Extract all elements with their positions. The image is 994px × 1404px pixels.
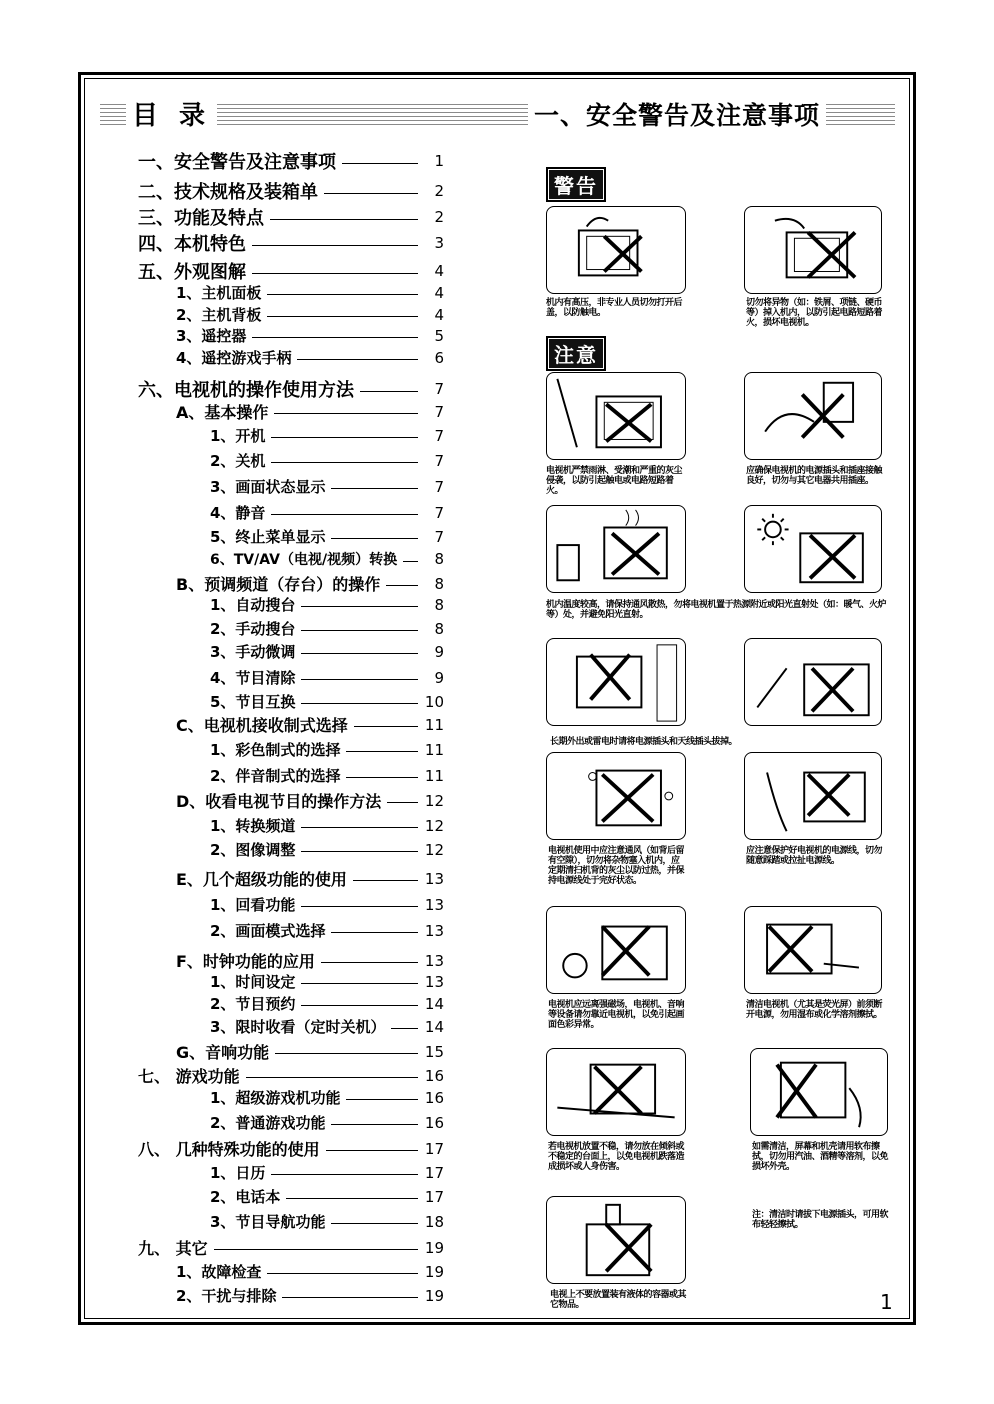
toc-entry-label: 2、干扰与排除	[176, 1287, 277, 1305]
toc-entry-label: 2、图像调整	[210, 841, 296, 859]
caution-illustration-unstable	[546, 1048, 686, 1136]
toc-entry	[210, 641, 444, 662]
toc-entry	[210, 1186, 444, 1207]
toc-entry	[210, 739, 444, 760]
toc-entry-label: 1、自动搜台	[210, 596, 296, 614]
toc-entry-label: 2、普通游戏功能	[210, 1114, 326, 1132]
toc-entry-page: 4	[434, 305, 444, 324]
toc-entry-label: 4、节目清除	[210, 669, 296, 687]
toc-entry-label: 1、彩色制式的选择	[210, 741, 341, 759]
caption-c4: 长期外出或雷电时请将电源插头和天线插头拔掉。	[550, 737, 738, 747]
toc-entry-label: 3、手动微调	[210, 643, 296, 661]
toc-leader-line	[301, 1005, 418, 1006]
toc-entry-label: 1、故障检查	[176, 1263, 262, 1281]
toc-entry-page: 19	[424, 1286, 444, 1305]
toc-entry-label: 八、 几种特殊功能的使用	[138, 1140, 320, 1159]
toc-entry-label: 3、限时收看（定时关机）	[210, 1018, 386, 1036]
toc-leader-line	[353, 880, 418, 881]
toc-leader-line	[403, 561, 418, 562]
toc-entry-page: 13	[424, 895, 444, 914]
caution-illustration-outlet	[744, 372, 882, 460]
toc-entry-page: 13	[424, 869, 444, 888]
toc-leader-line	[326, 1150, 418, 1151]
toc-entry	[138, 376, 444, 402]
toc-entry-page: 15	[424, 1042, 444, 1061]
caution-illustration-back-cover	[750, 1048, 888, 1136]
toc-entry	[138, 204, 444, 230]
toc-entry	[210, 502, 444, 523]
toc-entry	[210, 526, 444, 547]
toc-entry	[176, 1261, 444, 1282]
toc-entry-label: 2、电话本	[210, 1188, 281, 1206]
toc-leader-line	[286, 1198, 418, 1199]
toc-entry	[138, 1064, 444, 1087]
toc-entry-label: D、收看电视节目的操作方法	[176, 792, 382, 811]
toc-entry	[176, 1040, 444, 1063]
toc-entry-page: 7	[434, 477, 444, 496]
toc-entry	[176, 1285, 444, 1306]
toc-entry	[210, 815, 444, 836]
toc-entry	[176, 347, 444, 368]
toc-entry-page: 13	[424, 972, 444, 991]
toc-leader-line	[301, 827, 418, 828]
toc-entry	[176, 949, 444, 972]
toc-entry	[176, 713, 444, 736]
toc-entry-label: 九、 其它	[138, 1239, 208, 1258]
toc-entry	[210, 1016, 444, 1037]
toc-entry-page: 4	[434, 283, 444, 302]
toc-entry-page: 13	[424, 951, 444, 970]
toc-title: 目 录	[126, 100, 217, 132]
toc-entry	[210, 894, 444, 915]
toc-leader-line	[282, 1297, 418, 1298]
toc-leader-line	[301, 703, 418, 704]
caption-c10: 如需清洁，屏幕和机壳请用软布擦拭，切勿用汽油、酒精等溶剂，以免损坏外壳。	[752, 1142, 889, 1172]
toc-entry-page: 8	[434, 574, 444, 593]
toc-entry-label: 4、静音	[210, 504, 266, 522]
toc-entry	[210, 920, 444, 941]
toc-entry-page: 14	[424, 1017, 444, 1036]
toc-leader-line	[331, 932, 418, 933]
caption-w1: 机内有高压，非专业人员切勿打开后盖，以防触电。	[546, 298, 683, 318]
toc-leader-line	[267, 1273, 418, 1274]
toc-entry-page: 10	[424, 692, 444, 711]
toc-entry	[210, 1112, 444, 1133]
toc-entry-page: 12	[424, 791, 444, 810]
toc-entry-page: 17	[424, 1139, 444, 1158]
toc-entry	[210, 450, 444, 471]
caption-c11: 电视上不要放置装有液体的容器或其它物品。	[550, 1290, 687, 1310]
toc-entry	[176, 789, 444, 812]
toc-entry-label: 1、超级游戏机功能	[210, 1089, 341, 1107]
toc-entry-page: 16	[424, 1088, 444, 1107]
toc-leader-line	[301, 851, 418, 852]
toc-leader-line	[301, 679, 418, 680]
toc-leader-line	[346, 1099, 418, 1100]
toc-entry-label: G、音响功能	[176, 1043, 270, 1062]
toc-entry-label: 1、日历	[210, 1164, 266, 1182]
toc-leader-line	[331, 1124, 418, 1125]
toc-entry	[176, 867, 444, 890]
toc-entry-label: 1、转换频道	[210, 817, 296, 835]
caption-c7: 电视机应远离强磁场，电视机、音响等设备请勿靠近电视机，以免引起画面色彩异常。	[548, 1000, 685, 1030]
caution-illustration-magnetic	[546, 906, 686, 994]
toc-leader-line	[342, 163, 418, 164]
toc-entry	[176, 304, 444, 325]
toc-entry-label: 4、遥控游戏手柄	[176, 349, 292, 367]
toc-entry-page: 7	[434, 527, 444, 546]
toc-entry-label: E、几个超级功能的使用	[176, 870, 347, 889]
caution-illustration-antenna-lightning	[546, 638, 686, 726]
toc-entry	[176, 282, 444, 303]
toc-leader-line	[360, 391, 418, 392]
toc-entry-page: 12	[424, 840, 444, 859]
toc-entry-page: 8	[434, 619, 444, 638]
toc-entry-label: 2、主机背板	[176, 306, 262, 324]
toc-entry-label: 2、手动搜台	[210, 620, 296, 638]
toc-entry-label: 1、主机面板	[176, 284, 262, 302]
caption-c9: 若电视机放置不稳，请勿放在倾斜或不稳定的台面上，以免电视机跌落造成损坏或人身伤害。	[548, 1142, 685, 1172]
caption-note: 注：清洁时请拔下电源插头，可用软布轻轻擦拭。	[752, 1210, 889, 1230]
toc-leader-line	[301, 653, 418, 654]
toc-entry-page: 13	[424, 921, 444, 940]
toc-entry	[210, 993, 444, 1014]
toc-entry	[210, 691, 444, 712]
toc-entry-page: 2	[434, 208, 444, 226]
toc-entry	[210, 971, 444, 992]
toc-entry-page: 11	[424, 740, 444, 759]
caution-illustration-cleaning	[744, 906, 882, 994]
toc-entry-label: 二、技术规格及装箱单	[138, 182, 318, 203]
toc-entry-page: 9	[434, 668, 444, 687]
toc-entry	[210, 476, 444, 497]
toc-entry-label: 1、时间设定	[210, 973, 296, 991]
toc-entry-page: 16	[424, 1113, 444, 1132]
toc-entry-page: 19	[424, 1262, 444, 1281]
toc-entry	[210, 1211, 444, 1232]
warning-badge: 警告	[546, 167, 606, 202]
toc-leader-line	[271, 514, 418, 515]
safety-title: 一、安全警告及注意事项	[528, 100, 826, 132]
warning-illustration-high-voltage	[546, 206, 686, 294]
caution-illustration-ventilation	[546, 752, 686, 840]
toc-entry	[210, 839, 444, 860]
toc-leader-line	[275, 1053, 418, 1054]
toc-leader-line	[354, 726, 418, 727]
toc-leader-line	[331, 488, 418, 489]
toc-leader-line	[331, 538, 418, 539]
toc-entry-page: 17	[424, 1163, 444, 1182]
toc-leader-line	[321, 962, 418, 963]
toc-leader-line	[387, 802, 418, 803]
toc-leader-line	[252, 245, 418, 246]
caption-c6: 应注意保护好电视机的电源线，切勿随意踩踏或拉扯电源线。	[746, 846, 883, 866]
toc-entry	[210, 1087, 444, 1108]
toc-entry	[138, 1137, 444, 1160]
caption-c3: 机内温度较高，请保持通风散热，勿将电视机置于热源附近或阳光直射处（如：暖气、火炉等）处，并避免阳光直射。	[546, 600, 887, 620]
toc-entry-page: 9	[434, 642, 444, 661]
toc-leader-line	[346, 777, 418, 778]
toc-leader-line	[267, 316, 418, 317]
toc-leader-line	[270, 219, 418, 220]
toc-entry-page: 6	[434, 348, 444, 367]
toc-entry-page: 2	[434, 182, 444, 200]
toc-entry	[176, 400, 444, 423]
toc-entry-page: 7	[434, 451, 444, 470]
caption-c5: 电视机使用中应注意通风（如背后留有空隙），切勿将杂物塞入机内，应定期清扫机背的灰尘以防过热，并保持电源线处于完好状态。	[548, 846, 685, 886]
caption-c1: 电视机严禁雨淋、受潮和严重的灰尘侵袭，以防引起触电或电路短路着火。	[546, 466, 683, 496]
toc-entry-page: 7	[434, 426, 444, 445]
toc-entry	[210, 549, 444, 569]
toc-entry	[176, 572, 444, 595]
toc-leader-line	[246, 1077, 418, 1078]
warning-illustration-foreign-objects	[744, 206, 882, 294]
toc-entry-label: 2、伴音制式的选择	[210, 767, 341, 785]
toc-entry-label: 5、节目互换	[210, 693, 296, 711]
toc-entry	[138, 230, 444, 256]
toc-entry	[138, 148, 444, 174]
caption-w2: 切勿将异物（如：铁屑、项链、硬币等）掉入机内，以防引起电路短路着火，损坏电视机。	[746, 298, 883, 328]
caution-illustration-rain	[546, 372, 686, 460]
toc-entry-page: 12	[424, 816, 444, 835]
caution-illustration-liquid	[546, 1196, 686, 1284]
caution-illustration-unplug	[744, 638, 882, 726]
toc-leader-line	[301, 630, 418, 631]
toc-leader-line	[346, 751, 418, 752]
toc-entry-label: 一、安全警告及注意事项	[138, 152, 336, 173]
toc-leader-line	[301, 983, 418, 984]
toc-entry-label: F、时钟功能的应用	[176, 952, 315, 971]
toc-entry-page: 8	[434, 550, 444, 568]
toc-entry-page: 16	[424, 1066, 444, 1085]
toc-entry	[176, 325, 444, 346]
toc-leader-line	[386, 585, 418, 586]
toc-leader-line	[252, 273, 418, 274]
toc-leader-line	[271, 437, 418, 438]
toc-entry-page: 14	[424, 994, 444, 1013]
toc-entry-label: 2、关机	[210, 452, 266, 470]
toc-leader-line	[324, 193, 418, 194]
toc-entry-label: 3、节目导航功能	[210, 1213, 326, 1231]
toc-leader-line	[274, 413, 418, 414]
toc-entry-page: 7	[434, 380, 444, 398]
toc-entry-page: 4	[434, 262, 444, 280]
toc-leader-line	[252, 337, 418, 338]
toc-entry-label: 2、节目预约	[210, 995, 296, 1013]
toc-entry-label: 六、电视机的操作使用方法	[138, 380, 354, 401]
toc-entry-page: 11	[424, 715, 444, 734]
toc-leader-line	[271, 1174, 418, 1175]
toc-leader-line	[297, 359, 418, 360]
caption-c8: 清洁电视机（尤其是荧光屏）前须断开电源，勿用湿布或化学溶剂擦拭。	[746, 1000, 883, 1020]
toc-entry-label: 五、外观图解	[138, 262, 246, 283]
toc-entry	[138, 1236, 444, 1259]
toc-entry-label: C、电视机接收制式选择	[176, 716, 348, 735]
toc-entry	[210, 618, 444, 639]
toc-entry-label: A、基本操作	[176, 403, 269, 422]
toc-entry-page: 5	[434, 326, 444, 345]
toc-entry-label: 七、 游戏功能	[138, 1067, 240, 1086]
toc-leader-line	[301, 606, 418, 607]
toc-leader-line	[331, 1223, 418, 1224]
toc-entry-label: 三、功能及特点	[138, 208, 264, 229]
toc-entry-page: 7	[434, 402, 444, 421]
toc-entry	[210, 667, 444, 688]
toc-leader-line	[271, 462, 418, 463]
toc-entry-label: B、预调频道（存台）的操作	[176, 575, 381, 594]
toc-entry-page: 8	[434, 595, 444, 614]
toc-entry-label: 3、遥控器	[176, 327, 247, 345]
toc-entry-label: 3、画面状态显示	[210, 478, 326, 496]
toc-entry	[210, 594, 444, 615]
caution-illustration-power-cord	[744, 752, 882, 840]
toc-entry	[210, 425, 444, 446]
caution-illustration-sun	[744, 505, 882, 593]
toc-entry-page: 3	[434, 234, 444, 252]
caution-illustration-heater	[546, 505, 686, 593]
toc-entry-page: 1	[434, 152, 444, 170]
toc-entry-label: 2、画面模式选择	[210, 922, 326, 940]
toc-entry-page: 19	[424, 1238, 444, 1257]
toc-leader-line	[391, 1028, 418, 1029]
page-number: 1	[880, 1290, 893, 1314]
toc-entry	[138, 178, 444, 204]
toc-entry-page: 18	[424, 1212, 444, 1231]
toc-entry-label: 5、终止菜单显示	[210, 528, 326, 546]
toc-entry-label: 1、回看功能	[210, 896, 296, 914]
toc-entry-label: 6、TV/AV（电视/视频）转换	[210, 552, 398, 568]
toc-entry-page: 17	[424, 1187, 444, 1206]
caution-badge: 注意	[546, 336, 606, 371]
toc-entry-label: 四、本机特色	[138, 234, 246, 255]
toc-entry-page: 7	[434, 503, 444, 522]
toc-entry	[210, 1162, 444, 1183]
toc-entry	[138, 258, 444, 284]
toc-entry-label: 1、开机	[210, 427, 266, 445]
toc-entry	[210, 765, 444, 786]
toc-leader-line	[267, 294, 418, 295]
toc-leader-line	[301, 906, 418, 907]
toc-entry-page: 11	[424, 766, 444, 785]
toc-leader-line	[214, 1249, 418, 1250]
caption-c2: 应确保电视机的电源插头和插座接触良好，切勿与其它电器共用插座。	[746, 466, 883, 486]
